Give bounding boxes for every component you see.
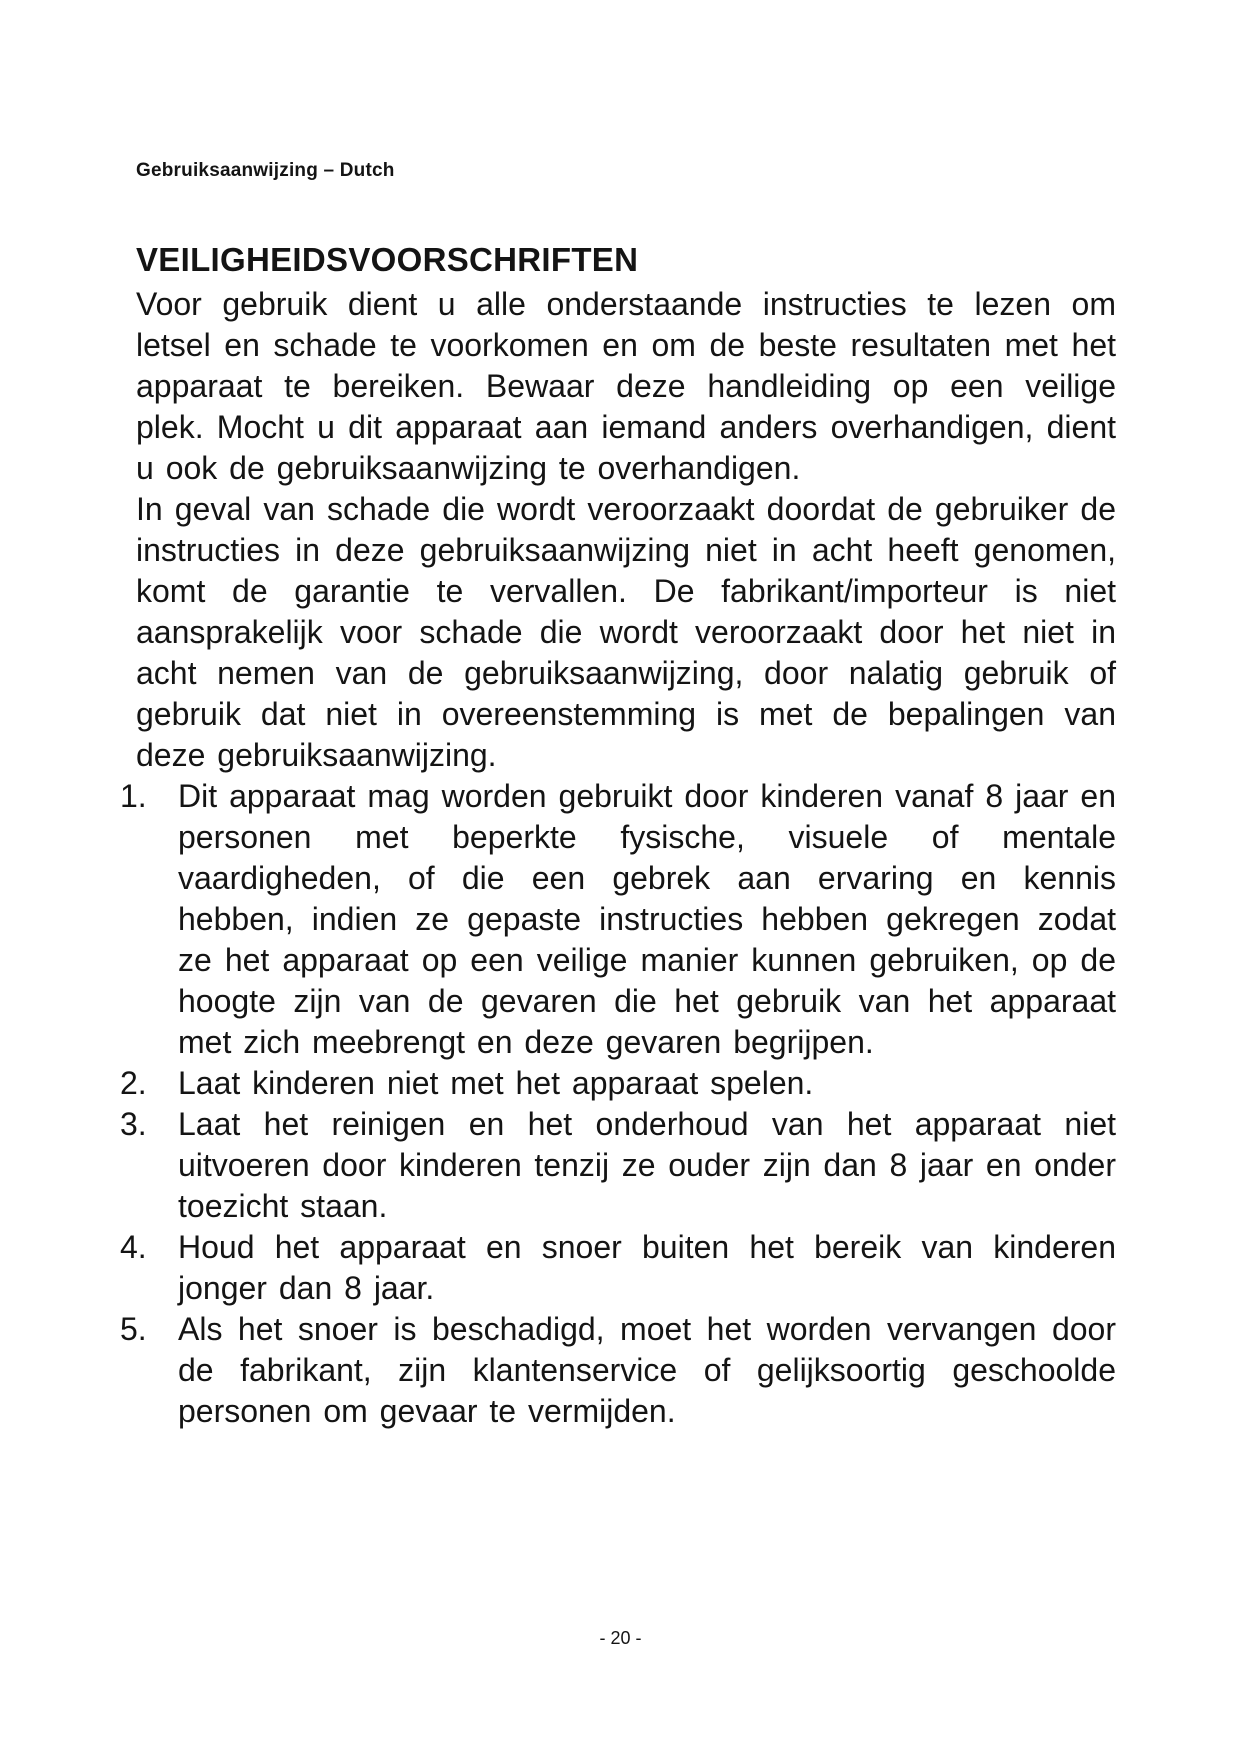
list-item-text: Laat kinderen niet met het apparaat spelen. [178, 1065, 814, 1101]
list-item [120, 776, 1116, 1063]
list-item-number: 2. [120, 1065, 147, 1101]
warranty-paragraph: In geval van schade die wordt veroorzaakt doordat de gebruiker de instructies in deze gebruiksaanwijzing niet in acht heeft genomen, komt de garantie te vervallen. De fabrikant/importeur is niet aansprakelijk voor schade die wordt veroorzaakt door het niet in acht nemen van de gebruiksaanwijzing, door nalatig gebruik of gebruik dat niet in overeenstemming is met de bepalingen van deze gebruiksaanwijzing. [136, 491, 1116, 773]
section-title: VEILIGHEIDSVOORSCHRIFTEN [136, 241, 639, 278]
list-item-text: Laat het reinigen en het onderhoud van het apparaat niet uitvoeren door kinderen tenzij ze ouder zijn dan 8 jaar en onder toezicht staan. [178, 1106, 1116, 1224]
list-item-number: 4. [120, 1229, 147, 1265]
page-header: Gebruiksaanwijzing – Dutch [136, 160, 395, 181]
list-item-text: Houd het apparaat en snoer buiten het bereik van kinderen jonger dan 8 jaar. [178, 1229, 1116, 1306]
page-number: - 20 - [599, 1628, 642, 1648]
safety-section [120, 238, 1116, 1432]
list-item-number: 1. [120, 778, 147, 814]
list-item [120, 1063, 1116, 1104]
list-item [120, 1104, 1116, 1227]
list-item-text: Als het snoer is beschadigd, moet het worden vervangen door de fabrikant, zijn klantenservice of gelijksoortig geschoolde personen om gevaar te vermijden. [178, 1311, 1116, 1429]
list-item-number: 5. [120, 1311, 147, 1347]
list-item [120, 1309, 1116, 1432]
list-item [120, 1227, 1116, 1309]
list-item-text: Dit apparaat mag worden gebruikt door kinderen vanaf 8 jaar en personen met beperkte fysische, visuele of mentale vaardigheden, of die een gebrek aan ervaring en kennis hebben, indien ze gepaste instructies hebben gekregen zodat ze het apparaat op een veilige manier kunnen gebruiken, op de hoogte zijn van de gevaren die het gebruik van het apparaat met zich meebrengt en deze gevaren begrijpen. [178, 778, 1116, 1060]
list-item-number: 3. [120, 1106, 147, 1142]
safety-instructions-list [120, 776, 1116, 1432]
intro-paragraph: Voor gebruik dient u alle onderstaande instructies te lezen om letsel en schade te voorkomen en om de beste resultaten met het apparaat te bereiken. Bewaar deze handleiding op een veilige plek. Mocht u dit apparaat aan iemand anders overhandigen, dient u ook de gebruiksaanwijzing te overhandigen. [136, 286, 1116, 486]
